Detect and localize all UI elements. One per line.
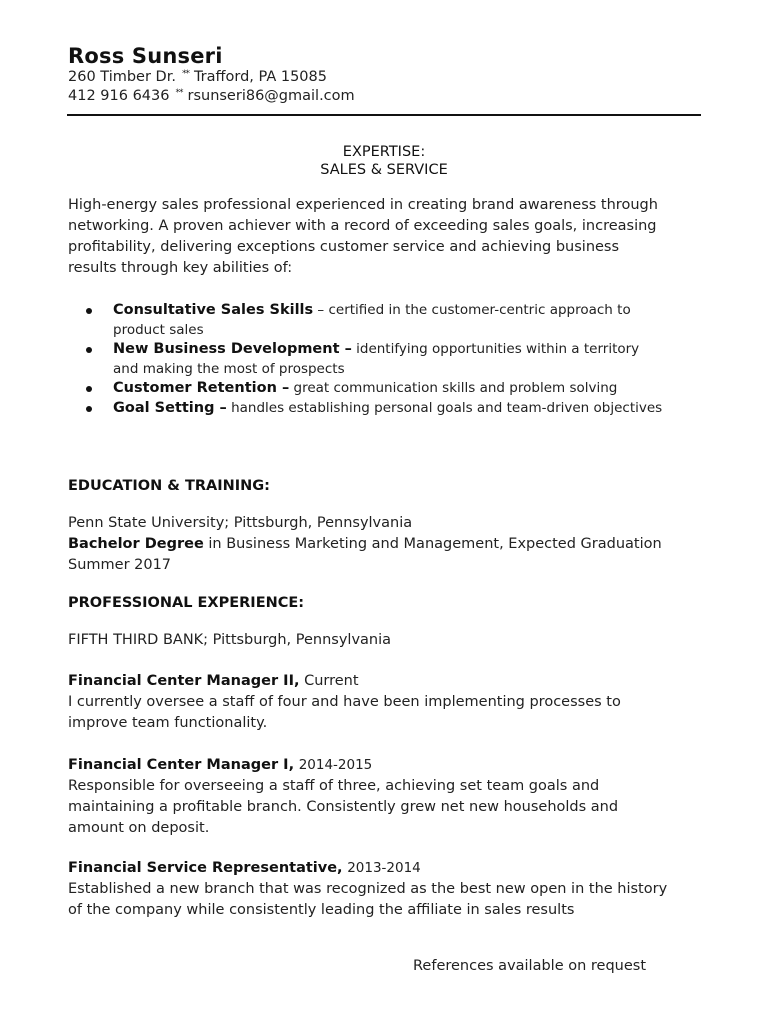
education-school: Penn State University; Pittsburgh, Pennsylvania bbox=[68, 515, 413, 531]
bullet-icon bbox=[86, 406, 92, 412]
bullet-icon bbox=[86, 347, 92, 353]
job-description: I currently oversee a staff of four and have been implementing processes to improve team functionality. bbox=[68, 694, 621, 731]
resume-name: Ross Sunseri bbox=[68, 44, 223, 68]
job-entry bbox=[68, 755, 668, 839]
skill-title: Goal Setting – bbox=[113, 399, 227, 416]
expertise-subheading: SALES & SERVICE bbox=[320, 162, 448, 178]
skill-dash: – bbox=[313, 302, 329, 318]
address-city: Trafford, PA 15085 bbox=[193, 69, 327, 85]
education-degree bbox=[68, 534, 668, 576]
bullet-icon bbox=[86, 386, 92, 392]
bullet-icon bbox=[86, 308, 92, 314]
job-date: 2014-2015 bbox=[298, 757, 373, 773]
job-description: Responsible for overseeing a staff of three, achieving set team goals and maintaining a profitable branch. Consistently grew net new households and amount on deposit. bbox=[68, 778, 619, 836]
summary-paragraph: High-energy sales professional experienced in creating brand awareness through networking. A proven achiever with a record of exceeding sales goals, increasing profitability, delivering exceptions customer service and achieving business results through key abilities of: bbox=[68, 197, 658, 276]
list-item bbox=[86, 340, 666, 379]
phone-number: 412 916 6436 bbox=[68, 88, 170, 104]
expertise-heading: EXPERTISE: bbox=[342, 144, 426, 160]
job-title: Financial Center Manager II, bbox=[68, 673, 300, 689]
separator-mark: ** bbox=[175, 88, 183, 98]
list-item bbox=[86, 379, 666, 399]
employer-name: FIFTH THIRD BANK; Pittsburgh, Pennsylvania bbox=[68, 632, 392, 648]
email-address[interactable]: rsunseri86@gmail.com bbox=[187, 88, 355, 104]
skill-title: New Business Development – bbox=[113, 341, 352, 357]
job-date: Current bbox=[304, 673, 359, 689]
skill-description: identifying opportunities within a territory and making the most of prospects bbox=[113, 341, 640, 377]
job-entry bbox=[68, 858, 668, 921]
skill-title: Customer Retention – bbox=[113, 380, 290, 396]
job-date: 2013-2014 bbox=[347, 860, 421, 876]
education-heading: EDUCATION & TRAINING: bbox=[68, 478, 270, 494]
skill-description: certified in the customer-centric approach to product sales bbox=[113, 302, 631, 338]
address-street: 260 Timber Dr. bbox=[68, 69, 176, 85]
job-title: Financial Service Representative, bbox=[68, 860, 343, 876]
separator-mark: ** bbox=[181, 69, 189, 79]
references-note: References available on request bbox=[413, 958, 647, 974]
expertise-heading-block bbox=[0, 143, 768, 179]
skills-list bbox=[86, 301, 666, 418]
job-description: Established a new branch that was recognized as the best new open in the history of the company while consistently leading the affiliate in sales results bbox=[68, 881, 668, 918]
address-line bbox=[68, 69, 327, 85]
contact-line bbox=[68, 88, 355, 104]
job-title-line bbox=[68, 755, 668, 776]
job-title: Financial Center Manager I, bbox=[68, 757, 295, 773]
degree-title: Bachelor Degree bbox=[68, 536, 204, 552]
job-entry bbox=[68, 671, 668, 734]
degree-detail: in Business Marketing and Management, Expected Graduation Summer 2017 bbox=[68, 536, 662, 573]
header-divider bbox=[67, 114, 701, 116]
list-item bbox=[86, 301, 666, 340]
list-item bbox=[86, 399, 666, 419]
job-title-line bbox=[68, 858, 668, 879]
skill-title: Consultative Sales Skills bbox=[113, 302, 314, 318]
experience-heading: PROFESSIONAL EXPERIENCE: bbox=[68, 595, 305, 611]
job-title-line bbox=[68, 671, 668, 692]
skill-description: great communication skills and problem solving bbox=[293, 380, 618, 396]
skill-description: handles establishing personal goals and team-driven objectives bbox=[231, 399, 663, 416]
